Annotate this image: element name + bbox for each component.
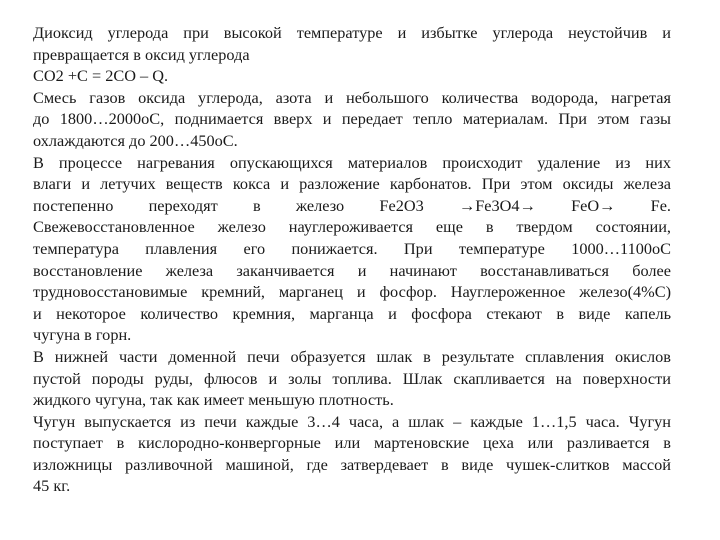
text-line: температура плавления его понижается. При температуре 1000…1100оС (33, 238, 671, 258)
paragraph-reaction-equation (33, 65, 671, 87)
document-body (33, 22, 671, 497)
text-line: В нижней части доменной печи образуется шлак в результате сплавления окислов (33, 346, 671, 366)
text-line: чугуна в горн. (33, 325, 132, 345)
text-line: Свежевосстановленное железо науглероживается еще в твердом состоянии, (33, 217, 671, 237)
text-line: жидкого чугуна, так как имеет меньшую плотность. (33, 390, 394, 410)
text-line: изложницы разливочной машиной, где затвердевает в виде чушек-слитков массой (33, 454, 671, 474)
text-line: охлаждаются до 200…450оС. (33, 130, 238, 150)
text-line: постепенно переходят в железо Fe2O3 →Fe3O4→ FeO→ Fe. (33, 195, 671, 215)
paragraph-iron-tapping (33, 411, 671, 497)
text-line: восстановление железа заканчивается и начинают восстанавливаться более (33, 260, 671, 280)
paragraph-slag-formation (33, 346, 671, 411)
text-line: Диоксид углерода при высокой температуре и избытке углерода неустойчив и (33, 23, 671, 42)
text-line: Смесь газов оксида углерода, азота и небольшого количества водорода, нагретая (33, 87, 671, 107)
paragraph-gas-mixture (33, 87, 671, 152)
text-line: пустой породы руды, флюсов и золы топлива. Шлак скапливается на поверхности (33, 368, 671, 388)
text-line: влаги и летучих веществ кокса и разложение карбонатов. При этом оксиды железа (33, 174, 671, 194)
text-line: трудновосстановимые кремний, марганец и фосфор. Науглероженное железо(4%С) (33, 282, 671, 302)
text-line: В процессе нагревания опускающихся материалов происходит удаление из них (33, 152, 671, 172)
reaction-equation: CO2 +C = 2CO – Q. (33, 66, 169, 86)
paragraph-co2-instability (33, 22, 671, 65)
paragraph-heating-process (33, 152, 671, 346)
text-line: превращается в оксид углерода (33, 44, 250, 64)
text-line: до 1800…2000оС, поднимается вверх и передает тепло материалам. При этом газы (33, 109, 671, 129)
text-line: 45 кг. (33, 476, 71, 496)
text-line: и некоторое количество кремния, марганца и фосфора стекают в виде капель (33, 303, 671, 323)
text-line: поступает в кислородно-конвергорные или мартеновские цеха или разливается в (33, 433, 671, 453)
text-line: Чугун выпускается из печи каждые 3…4 часа, а шлак – каждые 1…1,5 часа. Чугун (33, 411, 671, 431)
